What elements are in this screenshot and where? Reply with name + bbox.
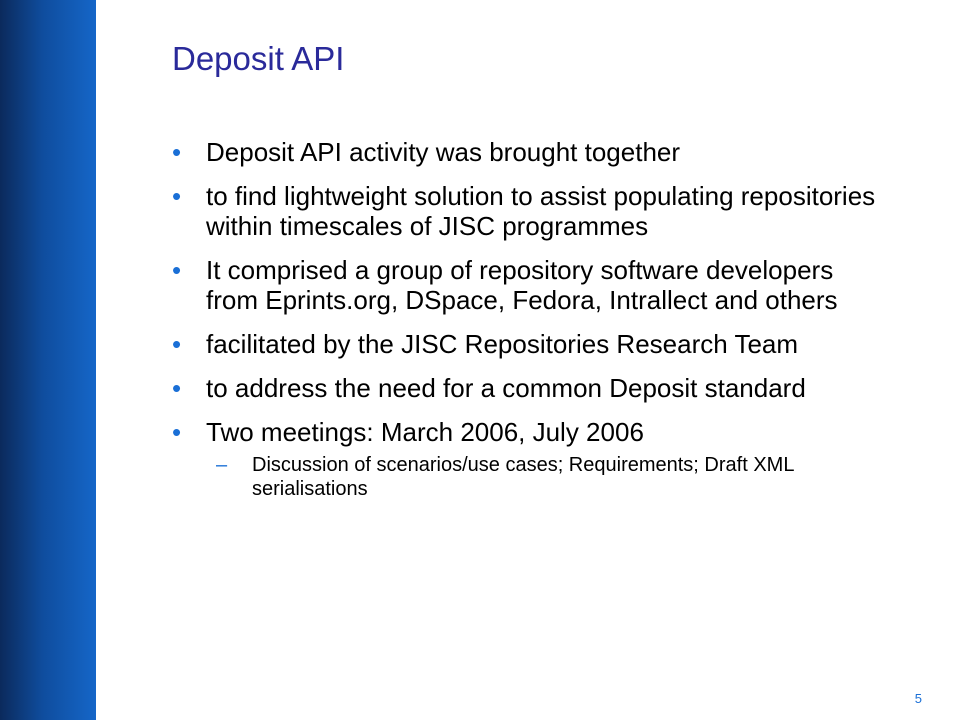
bullet-text: to find lightweight solution to assist populating repositories within timescales of JISC programmes [206,181,876,241]
bullet-item [172,137,892,167]
bullet-item [172,255,892,315]
sub-bullet-text: Discussion of scenarios/use cases; Requirements; Draft XML serialisations [252,454,794,500]
bullet-text: Two meetings: March 2006, July 2006 [206,417,644,447]
sub-bullet-list [206,453,892,501]
bullet-item [172,181,892,241]
sub-bullet-marker: – [216,454,228,476]
bullet-marker: • [172,417,182,447]
slide-title: Deposit API [172,40,345,77]
bullet-item [172,417,892,501]
bullet-text: Deposit API activity was brought together [206,137,681,167]
bullet-marker: • [172,255,182,285]
bullet-item [172,373,892,403]
bullet-marker: • [172,373,182,403]
sub-bullet-item [216,453,892,501]
bullet-text: facilitated by the JISC Repositories Research Team [206,329,799,359]
bullet-marker: • [172,181,182,211]
bullet-text: to address the need for a common Deposit standard [206,373,806,403]
left-decorative-band [0,0,96,720]
bullet-text: It comprised a group of repository software developers from Eprints.org, DSpace, Fedora, Intrallect and others [206,255,838,315]
page-number: 5 [914,691,922,706]
bullet-marker: • [172,137,182,167]
bullet-list [172,137,892,515]
bullet-marker: • [172,329,182,359]
bullet-item [172,329,892,359]
